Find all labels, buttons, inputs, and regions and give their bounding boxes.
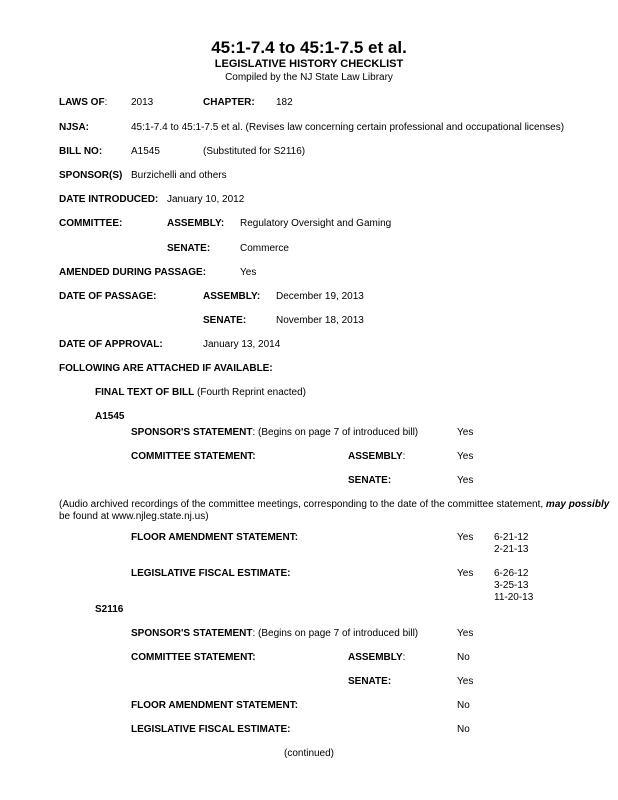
attached-heading: FOLLOWING ARE ATTACHED IF AVAILABLE:	[59, 363, 273, 374]
date-introduced-value: January 10, 2012	[167, 194, 245, 205]
date-introduced-label: DATE INTRODUCED:	[59, 194, 159, 205]
sponsors-value: Burzichelli and others	[131, 170, 227, 181]
date-of-approval-label: DATE OF APPROVAL:	[59, 339, 163, 350]
laws-of-colon: :	[104, 97, 108, 108]
a1545-fiscal-label: LEGISLATIVE FISCAL ESTIMATE:	[131, 568, 291, 579]
a1545-senate-label: SENATE:	[348, 475, 392, 486]
a1545-label: A1545	[95, 411, 125, 422]
a1545-fiscal-date: 11-20-13	[494, 592, 534, 603]
page-title: 45:1-7.4 to 45:1-7.5 et al.	[211, 38, 407, 57]
passage-senate-label: SENATE:	[203, 315, 247, 326]
a1545-assembly-label: ASSEMBLY	[348, 451, 403, 462]
audio-note-line-1	[59, 499, 609, 511]
amended-label: AMENDED DURING PASSAGE:	[59, 267, 207, 278]
s2116-assembly-value: No	[457, 652, 470, 663]
s2116-sponsor-statement-label: SPONSOR'S STATEMENT	[131, 628, 253, 639]
committee-assembly-value: Regulatory Oversight and Gaming	[240, 218, 392, 229]
bill-no-label: BILL NO:	[59, 146, 103, 157]
bill-no-value: A1545	[131, 146, 160, 157]
passage-senate-value: November 18, 2013	[276, 315, 364, 326]
a1545-floor-value: Yes	[457, 532, 474, 543]
laws-of-value: 2013	[131, 97, 154, 108]
s2116-label: S2116	[95, 604, 124, 615]
amended-value: Yes	[240, 267, 257, 278]
s2116-senate-label: SENATE:	[348, 676, 392, 687]
a1545-assembly-colon: :	[402, 451, 406, 462]
committee-senate-value: Commerce	[240, 243, 289, 254]
date-of-passage-label: DATE OF PASSAGE:	[59, 291, 157, 302]
s2116-sponsor-statement-value: Yes	[457, 628, 474, 639]
s2116-assembly-colon: :	[402, 652, 406, 663]
compiled-by: Compiled by the NJ State Law Library	[225, 72, 393, 83]
audio-note-text: (Audio archived recordings of the committee meetings, corresponding to the date of the committee statement,	[59, 499, 544, 510]
laws-of-label-row	[59, 97, 107, 109]
a1545-assembly-value: Yes	[457, 451, 474, 462]
s2116-fiscal-label: LEGISLATIVE FISCAL ESTIMATE:	[131, 724, 291, 735]
page-subtitle: LEGISLATIVE HISTORY CHECKLIST	[214, 58, 404, 70]
bill-no-note: (Substituted for S2116)	[203, 146, 306, 157]
committee-assembly-label: ASSEMBLY:	[167, 218, 225, 229]
final-text-label: FINAL TEXT OF BILL	[95, 387, 195, 398]
a1545-committee-statement-label: COMMITTEE STATEMENT:	[131, 451, 256, 462]
date-of-approval-value: January 13, 2014	[203, 339, 281, 350]
s2116-sponsor-statement-note: : (Begins on page 7 of introduced bill)	[252, 628, 419, 639]
a1545-sponsor-statement-note: : (Begins on page 7 of introduced bill)	[252, 427, 419, 438]
passage-assembly-value: December 19, 2013	[276, 291, 364, 302]
continued-note: (continued)	[283, 748, 335, 759]
s2116-senate-value: Yes	[457, 676, 474, 687]
final-text-note: (Fourth Reprint enacted)	[197, 387, 306, 398]
a1545-fiscal-value: Yes	[457, 568, 474, 579]
a1545-sponsor-statement-value: Yes	[457, 427, 474, 438]
a1545-senate-value: Yes	[457, 475, 474, 486]
s2116-floor-value: No	[457, 700, 470, 711]
final-text-row	[95, 387, 306, 399]
a1545-assembly-row	[348, 451, 405, 463]
sponsors-label: SPONSOR(S)	[59, 170, 123, 181]
s2116-fiscal-value: No	[457, 724, 470, 735]
a1545-fiscal-date: 3-25-13	[494, 580, 529, 591]
laws-of-label: LAWS OF	[59, 97, 105, 108]
a1545-floor-date: 6-21-12	[494, 532, 529, 543]
committee-label: COMMITTEE:	[59, 218, 123, 229]
s2116-floor-label: FLOOR AMENDMENT STATEMENT:	[131, 700, 299, 711]
passage-assembly-label: ASSEMBLY:	[203, 291, 261, 302]
s2116-sponsor-statement	[131, 628, 418, 640]
committee-senate-label: SENATE:	[167, 243, 211, 254]
s2116-assembly-row	[348, 652, 405, 664]
s2116-committee-statement-label: COMMITTEE STATEMENT:	[131, 652, 256, 663]
audio-note-emphasis: may possibly	[545, 499, 610, 510]
a1545-sponsor-statement-label: SPONSOR'S STATEMENT	[131, 427, 253, 438]
audio-note-line-2: be found at www.njleg.state.nj.us)	[59, 511, 209, 522]
a1545-floor-date: 2-21-13	[494, 544, 529, 555]
a1545-fiscal-date: 6-26-12	[494, 568, 529, 579]
a1545-floor-label: FLOOR AMENDMENT STATEMENT:	[131, 532, 299, 543]
s2116-assembly-label: ASSEMBLY	[348, 652, 403, 663]
njsa-value: 45:1-7.4 to 45:1-7.5 et al. (Revises law concerning certain professional and occupational licenses)	[131, 122, 565, 133]
njsa-label: NJSA:	[59, 122, 90, 133]
a1545-sponsor-statement	[131, 427, 418, 439]
chapter-value: 182	[276, 97, 293, 108]
chapter-label: CHAPTER:	[203, 97, 255, 108]
